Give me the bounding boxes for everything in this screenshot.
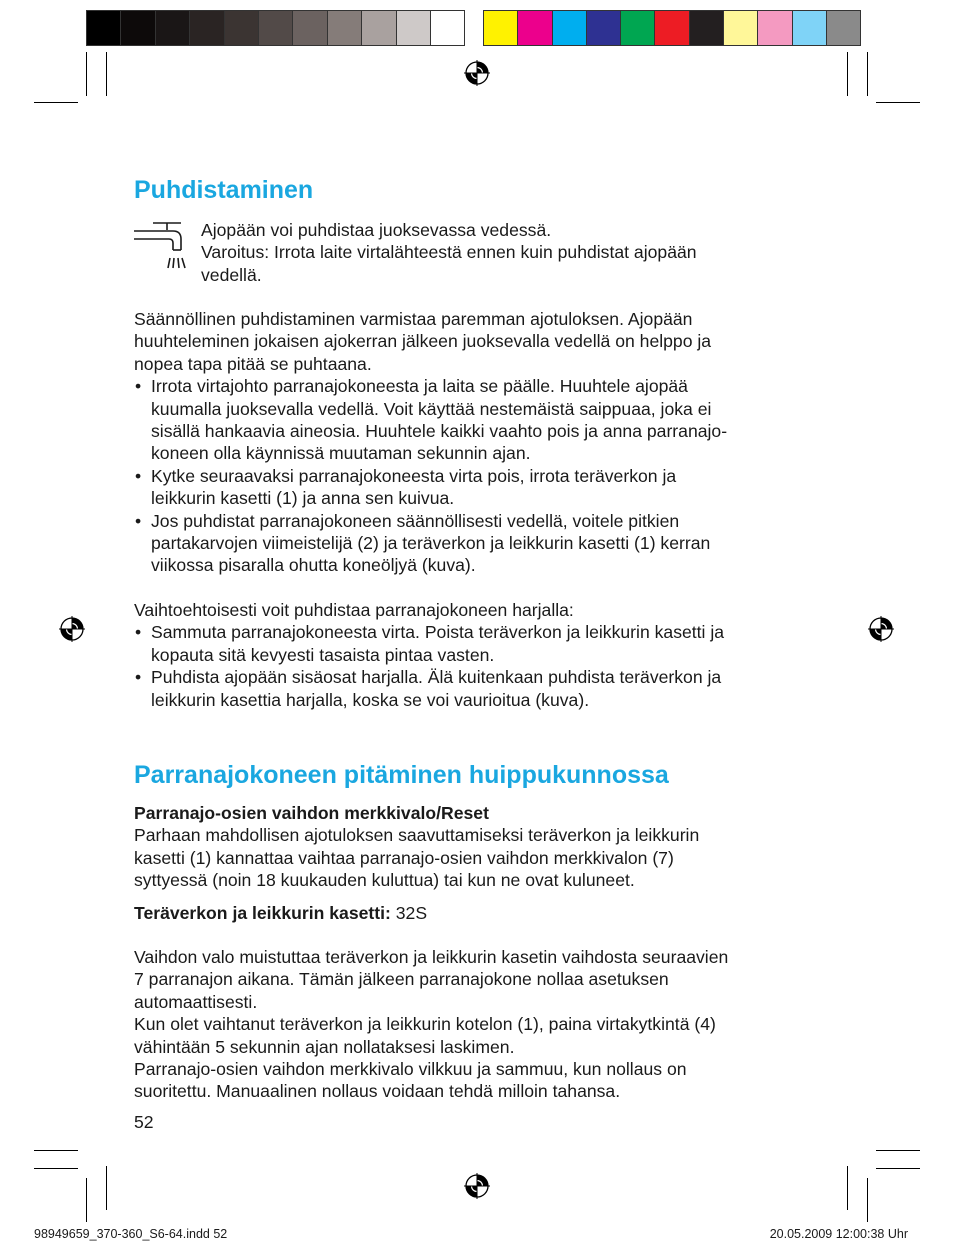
- color-swatch: [292, 10, 327, 46]
- color-swatch: [586, 10, 621, 46]
- list-item-line: leikkurin kasettia harjalla, koska se voi vaurioitua (kuva).: [151, 689, 590, 710]
- color-swatch: [120, 10, 155, 46]
- crop-mark: [34, 1150, 78, 1151]
- para-line: kasetti (1) kannattaa vaihtaa parranajo-osien vaihdon merkkivalon (7): [134, 847, 674, 868]
- list-item: [134, 510, 814, 577]
- cleaning-steps-list: [134, 375, 814, 577]
- section-title-maintenance: Parranajokoneen pitäminen huippukunnossa: [134, 761, 669, 789]
- page-number: 52: [134, 1112, 154, 1132]
- para-line: Parhaan mahdollisen ajotuloksen saavuttamiseksi teräverkon ja leikkurin: [134, 825, 700, 846]
- color-swatch: [792, 10, 827, 46]
- note-line: Varoitus: Irrota laite virtalähteestä ennen kuin puhdistat ajopään: [201, 242, 697, 263]
- color-swatch: [361, 10, 396, 46]
- list-item: [134, 465, 814, 510]
- registration-mark-icon: [464, 1173, 490, 1199]
- alt-intro: Vaihtoehtoisesti voit puhdistaa parranajokoneen harjalla:: [134, 599, 574, 620]
- color-swatch: [757, 10, 792, 46]
- list-item-line: viikossa pisaralla ohutta koneöljyä (kuva).: [151, 555, 476, 576]
- list-item-line: • Sammuta parranajokoneesta virta. Poista teräverkon ja leikkurin kasetti ja: [151, 622, 725, 643]
- note-line: Ajopään voi puhdistaa juoksevassa vedessä.: [201, 220, 552, 240]
- color-swatch: [826, 10, 861, 46]
- registration-mark-icon: [868, 616, 894, 642]
- para-line: suoritettu. Manuaalinen nollaus voidaan tehdä milloin tahansa.: [134, 1081, 621, 1102]
- para-line: Vaihdon valo muistuttaa teräverkon ja leikkurin kasetin vaihdosta seuraavien: [134, 947, 729, 968]
- color-swatch: [517, 10, 552, 46]
- crop-mark: [34, 102, 78, 103]
- intro-line: nopea tapa pitää se puhtaana.: [134, 353, 372, 374]
- list-item-line: • Jos puhdistat parranajokoneen säännöllisesti vedellä, voitele pitkien: [151, 510, 680, 531]
- grayscale-color-bar: [86, 10, 464, 46]
- para-line: vähintään 5 sekunnin ajan nollataksesi laskimen.: [134, 1036, 515, 1057]
- color-swatch: [483, 10, 518, 46]
- crop-mark: [847, 1166, 848, 1210]
- list-item: [134, 375, 814, 465]
- crop-mark: [876, 102, 920, 103]
- crop-mark: [867, 52, 868, 96]
- color-swatch: [654, 10, 689, 46]
- note-line: vedellä.: [201, 264, 262, 285]
- crop-mark: [876, 1168, 920, 1169]
- registration-mark-icon: [59, 616, 85, 642]
- color-swatch: [552, 10, 587, 46]
- part-value: 32S: [395, 902, 428, 923]
- faucet-water-icon: [133, 220, 191, 272]
- list-item-line: kuumalla juoksevalla vedellä. Voit käyttää nestemäistä saippuaa, joka ei: [151, 398, 712, 419]
- color-swatch: [620, 10, 655, 46]
- color-swatch: [224, 10, 259, 46]
- part-number-line: [134, 902, 814, 924]
- crop-mark: [867, 1178, 868, 1222]
- crop-mark: [876, 1150, 920, 1151]
- cleaning-body: [134, 308, 814, 711]
- color-swatch: [189, 10, 224, 46]
- crop-mark: [106, 52, 107, 96]
- para-line: syttyessä (noin 18 kuukauden kuluttua) tai kun ne ovat kuluneet.: [134, 870, 635, 891]
- list-item-line: • Kytke seuraavaksi parranajokoneesta virta pois, irrota teräverkon ja: [151, 465, 677, 486]
- color-swatch: [689, 10, 724, 46]
- color-swatch: [396, 10, 431, 46]
- maintenance-body: [134, 802, 814, 1103]
- list-item-line: sisällä hankaavia aineosia. Huuhtele kaikki vaahto pois ja anna parranajo-: [151, 421, 728, 442]
- brush-steps-list: [134, 621, 814, 711]
- footer-file-info: 98949659_370-360_S6-64.indd 52: [34, 1227, 228, 1241]
- list-item-line: • Irrota virtajohto parranajokoneesta ja laita se päälle. Huuhtele ajopää: [151, 376, 688, 397]
- crop-mark: [106, 1166, 107, 1210]
- color-swatch: [155, 10, 190, 46]
- color-swatch: [86, 10, 121, 46]
- list-item-line: koneen olla käynnissä muutaman sekunnin ajan.: [151, 443, 531, 464]
- registration-mark-icon: [464, 60, 490, 86]
- list-item: [134, 666, 814, 711]
- crop-mark: [86, 1178, 87, 1222]
- list-item: [134, 621, 814, 666]
- section-title-cleaning: Puhdistaminen: [134, 176, 314, 204]
- water-cleaning-note: [201, 219, 821, 286]
- crop-mark: [86, 52, 87, 96]
- list-item-line: kopauta sitä kevyesti tasaista pintaa vasten.: [151, 644, 495, 665]
- list-item-line: leikkurin kasetti (1) ja anna sen kuivua.: [151, 488, 455, 509]
- color-swatch: [258, 10, 293, 46]
- color-swatch: [430, 10, 465, 46]
- process-color-bar: [483, 10, 860, 46]
- part-label: Teräverkon ja leikkurin kasetti:: [134, 902, 391, 923]
- crop-mark: [847, 52, 848, 96]
- intro-line: huuhteleminen jokaisen ajokerran jälkeen juoksevalla vedellä on helppo ja: [134, 331, 712, 352]
- para-line: automaattisesti.: [134, 991, 258, 1012]
- list-item-line: partakarvojen viimeistelijä (2) ja teräverkon ja leikkurin kasetti (1) kerran: [151, 533, 711, 554]
- para-line: Parranajo-osien vaihdon merkkivalo vilkkuu ja sammuu, kun nollaus on: [134, 1059, 687, 1080]
- para-line: 7 parranajon aikana. Tämän jälkeen parranajokone nollaa asetuksen: [134, 969, 669, 990]
- color-swatch: [723, 10, 758, 46]
- subsection-title: Parranajo-osien vaihdon merkkivalo/Reset: [134, 803, 489, 823]
- intro-line: Säännöllinen puhdistaminen varmistaa paremman ajotuloksen. Ajopään: [134, 309, 693, 329]
- para-line: Kun olet vaihtanut teräverkon ja leikkurin kotelon (1), paina virtakytkintä (4): [134, 1014, 716, 1035]
- footer-timestamp: 20.05.2009 12:00:38 Uhr: [769, 1227, 908, 1241]
- list-item-line: • Puhdista ajopään sisäosat harjalla. Älä kuitenkaan puhdista teräverkon ja: [151, 667, 722, 688]
- crop-mark: [34, 1168, 78, 1169]
- color-swatch: [327, 10, 362, 46]
